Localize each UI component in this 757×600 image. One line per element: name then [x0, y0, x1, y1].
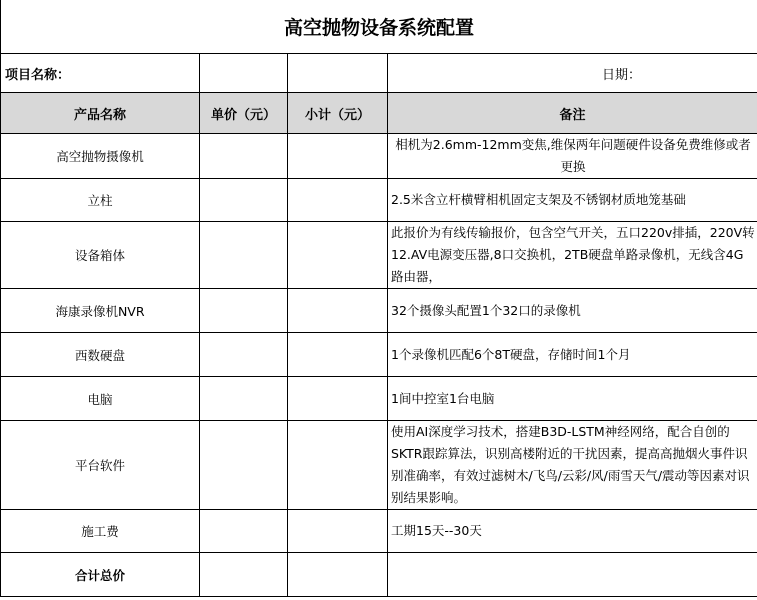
subtotal-cell[interactable]	[288, 179, 388, 222]
date-label[interactable]: 日期：	[388, 54, 757, 93]
remark-cell[interactable]: 工期15天--30天	[388, 510, 757, 553]
remark-cell[interactable]: 此报价为有线传输报价，包含空气开关，五口220v排插，220V转12.AV电源变压器,8口交换机，2TB硬盘单路录像机，无线含4G路由器，	[388, 222, 757, 289]
table-row	[1, 510, 757, 553]
subtotal-cell[interactable]	[288, 289, 388, 333]
table-row	[1, 421, 757, 510]
table-row	[1, 179, 757, 222]
remark-cell[interactable]: 1个录像机匹配6个8T硬盘，存储时间1个月	[388, 333, 757, 377]
subtotal-cell[interactable]	[288, 134, 388, 179]
unit-price-cell[interactable]	[200, 222, 288, 289]
remark-cell[interactable]: 1间中控室1台电脑	[388, 377, 757, 421]
remark-cell[interactable]: 32个摄像头配置1个32口的录像机	[388, 289, 757, 333]
total-subtotal-cell[interactable]	[288, 553, 388, 597]
total-remark-cell[interactable]	[388, 553, 757, 597]
subtotal-cell[interactable]	[288, 421, 388, 510]
unit-price-cell[interactable]	[200, 421, 288, 510]
product-cell[interactable]: 立柱	[1, 179, 200, 222]
remark-cell[interactable]: 相机为2.6mm-12mm变焦,维保两年问题硬件设备免费维修或者更换	[388, 134, 757, 179]
total-row	[1, 553, 757, 597]
table-row	[1, 377, 757, 421]
unit-price-cell[interactable]	[200, 510, 288, 553]
header-unit-price[interactable]: 单价（元）	[200, 93, 288, 134]
remark-cell[interactable]: 使用AI深度学习技术，搭建B3D-LSTM神经网络，配合自创的SKTR跟踪算法，识别高楼附近的干扰因素，提高高抛烟火事件识别准确率，有效过滤树木/飞鸟/云彩/风/雨雪天气/震动等因素对识别结果影响。	[388, 421, 757, 510]
subtotal-cell[interactable]	[288, 377, 388, 421]
product-cell[interactable]: 施工费	[1, 510, 200, 553]
product-cell[interactable]: 海康录像机NVR	[1, 289, 200, 333]
header-remark[interactable]: 备注	[388, 93, 757, 134]
project-name-cell[interactable]	[200, 54, 288, 93]
product-cell[interactable]: 西数硬盘	[1, 333, 200, 377]
total-unit-price-cell[interactable]	[200, 553, 288, 597]
header-subtotal[interactable]: 小计（元）	[288, 93, 388, 134]
total-label[interactable]: 合计总价	[1, 553, 200, 597]
unit-price-cell[interactable]	[200, 377, 288, 421]
table-row	[1, 333, 757, 377]
subtotal-cell[interactable]	[288, 222, 388, 289]
project-name-cell-2[interactable]	[288, 54, 388, 93]
subtotal-cell[interactable]	[288, 333, 388, 377]
unit-price-cell[interactable]	[200, 134, 288, 179]
product-cell[interactable]: 平台软件	[1, 421, 200, 510]
table-row	[1, 134, 757, 179]
remark-cell[interactable]: 2.5米含立杆横臂相机固定支架及不锈钢材质地笼基础	[388, 179, 757, 222]
unit-price-cell[interactable]	[200, 333, 288, 377]
product-cell[interactable]: 电脑	[1, 377, 200, 421]
unit-price-cell[interactable]	[200, 179, 288, 222]
product-cell[interactable]: 设备箱体	[1, 222, 200, 289]
sheet-title[interactable]: 高空抛物设备系统配置	[1, 0, 757, 54]
header-product[interactable]: 产品名称	[1, 93, 200, 134]
unit-price-cell[interactable]	[200, 289, 288, 333]
product-cell[interactable]: 高空抛物摄像机	[1, 134, 200, 179]
project-name-label[interactable]: 项目名称：	[1, 54, 200, 93]
table-row	[1, 222, 757, 289]
subtotal-cell[interactable]	[288, 510, 388, 553]
table-row	[1, 289, 757, 333]
